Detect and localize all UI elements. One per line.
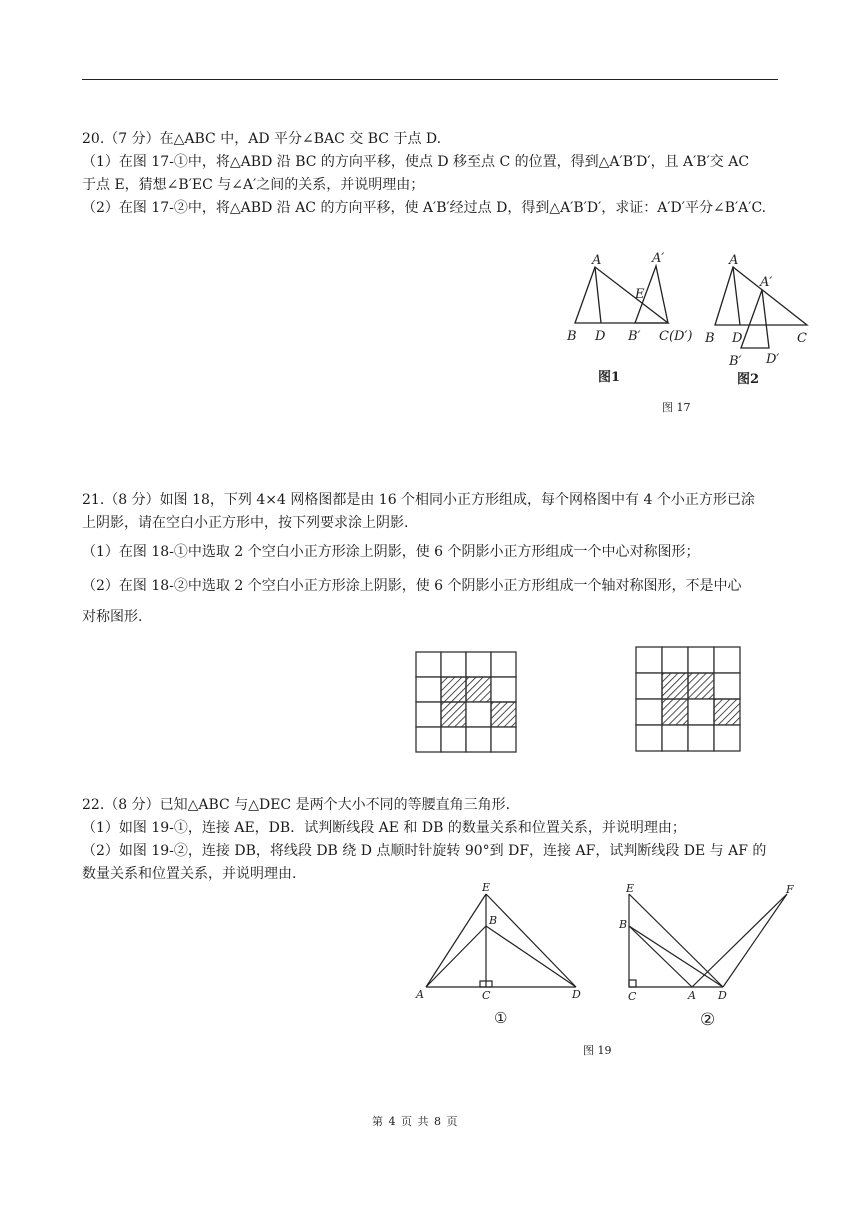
q20-part1-line2: 于点 E，猜想∠B′EC 与∠A′之间的关系，并说明理由； <box>82 177 425 193</box>
fig17-1-label-e: E <box>635 287 645 302</box>
grid18-1-blank-cell <box>416 702 441 727</box>
page-footer: 第 4 页 共 8 页 <box>372 1115 459 1128</box>
grid18-1-blank-cell <box>416 677 441 702</box>
grid18-1-blank-cell <box>491 652 516 677</box>
grid18-1-blank-cell <box>466 702 491 727</box>
fig19-1-number: ① <box>494 1009 508 1027</box>
fig19-2-label-a: A <box>688 989 696 1002</box>
fig19-1-label-a: A <box>416 988 424 1001</box>
q22-head: 22.（8 分）已知△ABC 与△DEC 是两个大小不同的等腰直角三角形. <box>82 797 511 813</box>
fig19-1-line-ed <box>486 894 576 987</box>
fig19-2-label-f: F <box>786 883 794 896</box>
fig19-2-label-e: E <box>626 882 635 895</box>
q21-part2-line1: （2）在图 18-②中选取 2 个空白小正方形涂上阴影，使 6 个阴影小正方形组成一个轴对称图形，不是中心 <box>82 578 742 594</box>
grid18-2-blank-cell <box>662 725 688 751</box>
grid-18-2 <box>636 647 740 751</box>
fig19-2-number: ② <box>700 1010 716 1030</box>
fig19-2-label-b: B <box>619 918 628 931</box>
fig19-1-line-bd <box>486 926 576 987</box>
fig19-1-label-c: C <box>482 989 491 1002</box>
fig17-1-label-b: B <box>567 329 577 344</box>
grid18-1-blank-cell <box>441 652 466 677</box>
grid18-2-shaded-cell <box>688 673 714 699</box>
fig19-2-line-ed <box>629 894 723 987</box>
grid18-2-blank-cell <box>688 725 714 751</box>
q21-part2-line2: 对称图形. <box>82 609 143 625</box>
fig19-2-line-af <box>692 894 787 987</box>
grid18-1-blank-cell <box>416 652 441 677</box>
grid18-2-blank-cell <box>714 647 740 673</box>
fig17-1-label-b1: B′ <box>628 329 641 344</box>
q21-head-line2: 上阴影，请在空白小正方形中，按下列要求涂上阴影. <box>82 515 409 531</box>
grid18-2-blank-cell <box>636 673 662 699</box>
grid18-1-blank-cell <box>416 727 441 752</box>
fig19-1-line-ae <box>426 894 486 987</box>
grid18-2-shaded-cell <box>714 699 740 725</box>
grid18-1-shaded-cell <box>466 677 491 702</box>
figure-19-caption: 图 19 <box>583 1044 612 1057</box>
figure-19 <box>410 880 800 1030</box>
grid-18-1 <box>416 652 516 752</box>
fig17-2-label-b: B <box>705 331 715 346</box>
fig17-2-label-a: A <box>729 253 739 268</box>
grid18-1-blank-cell <box>491 727 516 752</box>
grid18-1-blank-cell <box>441 727 466 752</box>
fig17-1-label-a1: A′ <box>652 251 665 266</box>
q21-head-line1: 21.（8 分）如图 18，下列 4×4 网格图都是由 16 个相同小正方形组成，每个网格图中有 4 个小正方形已涂 <box>82 492 755 508</box>
grid18-1-blank-cell <box>491 677 516 702</box>
fig17-2-caption: 图2 <box>737 372 760 387</box>
grid18-2-shaded-cell <box>662 699 688 725</box>
fig19-2-line-df <box>723 894 787 987</box>
fig19-1-line-ab <box>426 926 486 987</box>
grid18-1-shaded-cell <box>441 677 466 702</box>
fig17-1-label-cd1: C(D′) <box>659 329 693 344</box>
fig17-2-label-c: C <box>797 331 807 346</box>
grid18-2-blank-cell <box>688 647 714 673</box>
fig19-2-label-c: C <box>628 990 637 1003</box>
q20-head: 20.（7 分）在△ABC 中，AD 平分∠BAC 交 BC 于点 D. <box>82 131 442 147</box>
grid18-2-blank-cell <box>714 673 740 699</box>
grid18-2-shaded-cell <box>662 673 688 699</box>
q22-part2-line1: （2）如图 19-②，连接 DB，将线段 DB 绕 D 点顺时针旋转 90°到 DF，连接 AF，试判断线段 DE 与 AF 的 <box>82 843 767 859</box>
grid18-1-shaded-cell <box>491 702 516 727</box>
grid18-2-blank-cell <box>688 699 714 725</box>
fig17-2-label-a1: A′ <box>760 275 773 290</box>
fig17-1-caption: 图1 <box>598 370 621 385</box>
q22-part2-line2: 数量关系和位置关系，并说明理由. <box>82 866 297 882</box>
grid18-2-blank-cell <box>636 647 662 673</box>
grid18-2-blank-cell <box>714 725 740 751</box>
fig19-1-label-d: D <box>572 988 581 1001</box>
q20-part2: （2）在图 17-②中，将△ABD 沿 AC 的方向平移，使 A′B′经过点 D，得到△A′B′D′，求证：A′D′平分∠B′A′C. <box>82 200 767 216</box>
fig17-2-label-d1: D′ <box>766 352 780 367</box>
fig19-1-label-b: B <box>489 914 498 927</box>
fig17-2-label-b1: B′ <box>729 354 742 369</box>
grid18-2-blank-cell <box>636 699 662 725</box>
grid18-1-blank-cell <box>466 727 491 752</box>
fig19-2-label-d: D <box>718 989 727 1002</box>
figure-17-caption: 图 17 <box>662 401 691 414</box>
q20-part1-line1: （1）在图 17-①中，将△ABD 沿 BC 的方向平移，使点 D 移至点 C 的位置，得到△A′B′D′，且 A′B′交 AC <box>82 154 750 170</box>
grid18-1-shaded-cell <box>441 702 466 727</box>
grid18-2-blank-cell <box>662 647 688 673</box>
grid18-1-blank-cell <box>466 652 491 677</box>
fig19-2-right-angle <box>629 980 636 987</box>
q22-part1: （1）如图 19-①，连接 AE，DB．试判断线段 AE 和 DB 的数量关系和位置关系，并说明理由； <box>82 820 686 836</box>
fig17-1-label-d: D <box>595 329 606 344</box>
grid18-2-blank-cell <box>636 725 662 751</box>
q21-part1: （1）在图 18-①中选取 2 个空白小正方形涂上阴影，使 6 个阴影小正方形组成一个中心对称图形； <box>82 544 700 560</box>
fig19-2-line-bd <box>629 926 723 987</box>
fig19-2-line-ba <box>629 926 692 987</box>
fig19-1-label-e: E <box>482 881 491 894</box>
fig17-1-label-a: A <box>592 253 602 268</box>
fig17-2-label-d: D <box>732 331 743 346</box>
